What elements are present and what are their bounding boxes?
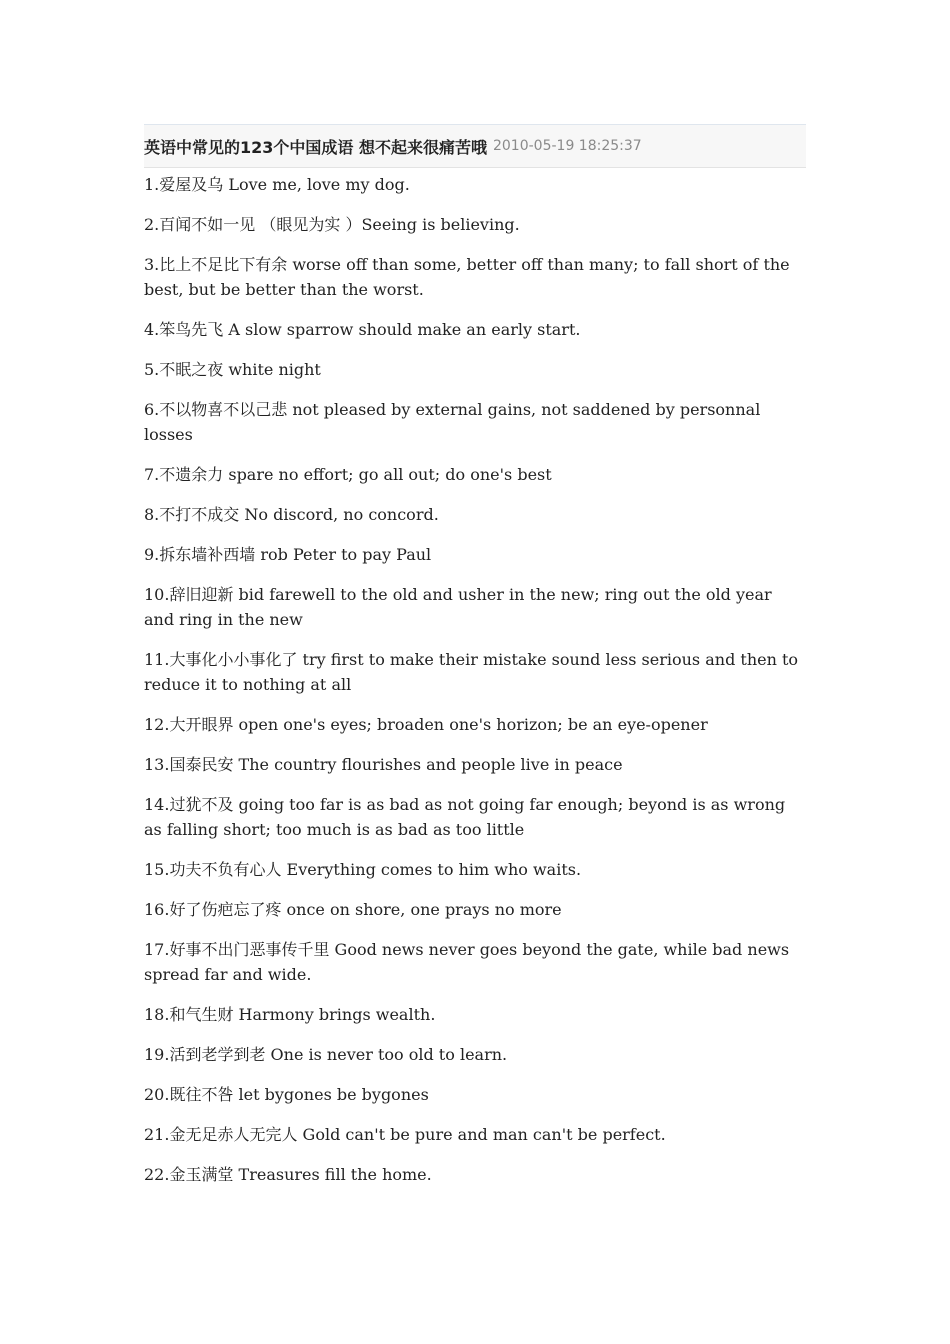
article-date: 2010-05-19 18:25:37 bbox=[492, 138, 642, 154]
idiom-entry: 9.拆东墙补西墙 rob Peter to pay Paul bbox=[144, 545, 432, 564]
article bbox=[144, 124, 806, 1202]
article-title: 英语中常见的123个中国成语 想不起来很痛苦哦 bbox=[144, 137, 487, 157]
idiom-entry: 3.比上不足比下有余 worse off than some, better off than many; to fall short of the best, but be better than the worst. bbox=[144, 255, 790, 299]
idiom-entry: 2.百闻不如一见 （眼见为实 ）Seeing is believing. bbox=[144, 215, 520, 234]
idiom-entry: 21.金无足赤人无完人 Gold can't be pure and man can't be perfect. bbox=[144, 1125, 666, 1144]
idiom-entry: 19.活到老学到老 One is never too old to learn. bbox=[144, 1045, 508, 1064]
idiom-entry: 13.国泰民安 The country flourishes and people live in peace bbox=[144, 755, 623, 774]
idiom-entry: 5.不眠之夜 white night bbox=[144, 360, 321, 379]
idiom-entry: 1.爱屋及乌 Love me, love my dog. bbox=[144, 175, 410, 194]
idiom-entry: 12.大开眼界 open one's eyes; broaden one's horizon; be an eye-opener bbox=[144, 715, 708, 734]
article-header bbox=[144, 124, 806, 168]
idiom-entry: 4.笨鸟先飞 A slow sparrow should make an early start. bbox=[144, 320, 581, 339]
idiom-entry: 11.大事化小小事化了 try first to make their mistake sound less serious and then to reduce it to nothing at all bbox=[144, 650, 799, 694]
idiom-list bbox=[144, 172, 806, 1187]
idiom-entry: 22.金玉满堂 Treasures fill the home. bbox=[144, 1165, 432, 1184]
idiom-entry: 18.和气生财 Harmony brings wealth. bbox=[144, 1005, 436, 1024]
idiom-entry: 20.既往不咎 let bygones be bygones bbox=[144, 1085, 429, 1104]
idiom-entry: 7.不遗余力 spare no effort; go all out; do one's best bbox=[144, 465, 552, 484]
idiom-entry: 16.好了伤疤忘了疼 once on shore, one prays no more bbox=[144, 900, 562, 919]
idiom-entry: 17.好事不出门恶事传千里 Good news never goes beyond the gate, while bad news spread far and wide. bbox=[144, 940, 790, 984]
idiom-entry: 14.过犹不及 going too far is as bad as not going far enough; beyond is as wrong as falling short; too much is as bad as too little bbox=[144, 795, 786, 839]
idiom-entry: 6.不以物喜不以己悲 not pleased by external gains, not saddened by personnal losses bbox=[144, 400, 761, 444]
idiom-entry: 10.辞旧迎新 bid farewell to the old and usher in the new; ring out the old year and ring in the new bbox=[144, 585, 772, 629]
idiom-entry: 15.功夫不负有心人 Everything comes to him who waits. bbox=[144, 860, 582, 879]
idiom-entry: 8.不打不成交 No discord, no concord. bbox=[144, 505, 439, 524]
